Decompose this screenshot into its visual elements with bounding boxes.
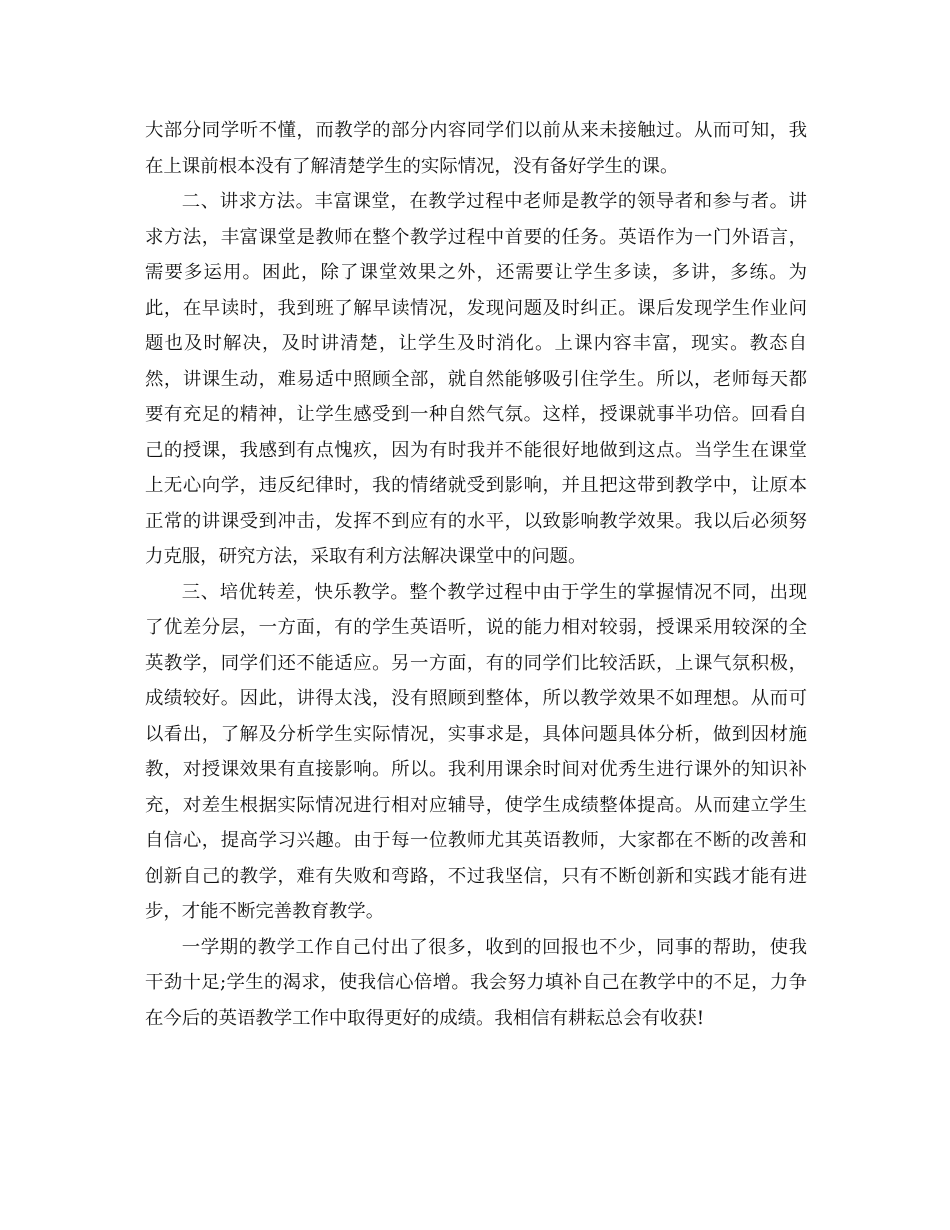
paragraph-section-two-methods: 二、讲求方法。丰富课堂，在教学过程中老师是教学的领导者和参与者。讲求方法，丰富课堂是教师在整个教学过程中首要的任务。英语作为一门外语言，需要多运用。困此，除了课堂效果之外，还需要让学生多读，多讲，多练。为此，在早读时，我到班了解早读情况，发现问题及时纠正。课后发现学生作业问题也及时解决，及时讲清楚，让学生及时消化。上课内容丰富，现实。教态自然，讲课生动，难易适中照顾全部，就自然能够吸引住学生。所以，老师每天都要有充足的精神，让学生感受到一种自然气氛。这样，授课就事半功倍。回看自己的授课，我感到有点愧疚，因为有时我并不能很好地做到这点。当学生在课堂上无心向学，违反纪律时，我的情绪就受到影响，并且把这带到教学中，让原本正常的讲课受到冲击，发挥不到应有的水平，以致影响教学效果。我以后必须努力克服，研究方法，采取有利方法解决课堂中的问题。 xyxy=(145,191,807,567)
document-body xyxy=(145,113,807,1036)
paragraph-conclusion: 一学期的教学工作自己付出了很多，收到的回报也不少，同事的帮助，使我干劲十足;学生的渴求，使我信心倍增。我会努力填补自己在教学中的不足，力争在今后的英语教学工作中取得更好的成绩。我相信有耕耘总会有收获! xyxy=(145,936,807,1029)
paragraph-intro-continuation: 大部分同学听不懂，而教学的部分内容同学们以前从来未接触过。从而可知，我在上课前根本没有了解清楚学生的实际情况，没有备好学生的课。 xyxy=(145,120,807,177)
paragraph-section-three-tutoring: 三、培优转差，快乐教学。整个教学过程中由于学生的掌握情况不同，出现了优差分层，一方面，有的学生英语听，说的能力相对较弱，授课采用较深的全英教学，同学们还不能适应。另一方面，有的同学们比较活跃，上课气氛积极，成绩较好。因此，讲得太浅，没有照顾到整体，所以教学效果不如理想。从而可以看出，了解及分析学生实际情况，实事求是，具体问题具体分析，做到因材施教，对授课效果有直接影响。所以。我利用课余时间对优秀生进行课外的知识补充，对差生根据实际情况进行相对应辅导，使学生成绩整体提高。从而建立学生自信心，提高学习兴趣。由于每一位教师尤其英语教师，大家都在不断的改善和创新自己的教学，难有失败和弯路，不过我坚信，只有不断创新和实践才能有进步，才能不断完善教育教学。 xyxy=(145,581,807,922)
